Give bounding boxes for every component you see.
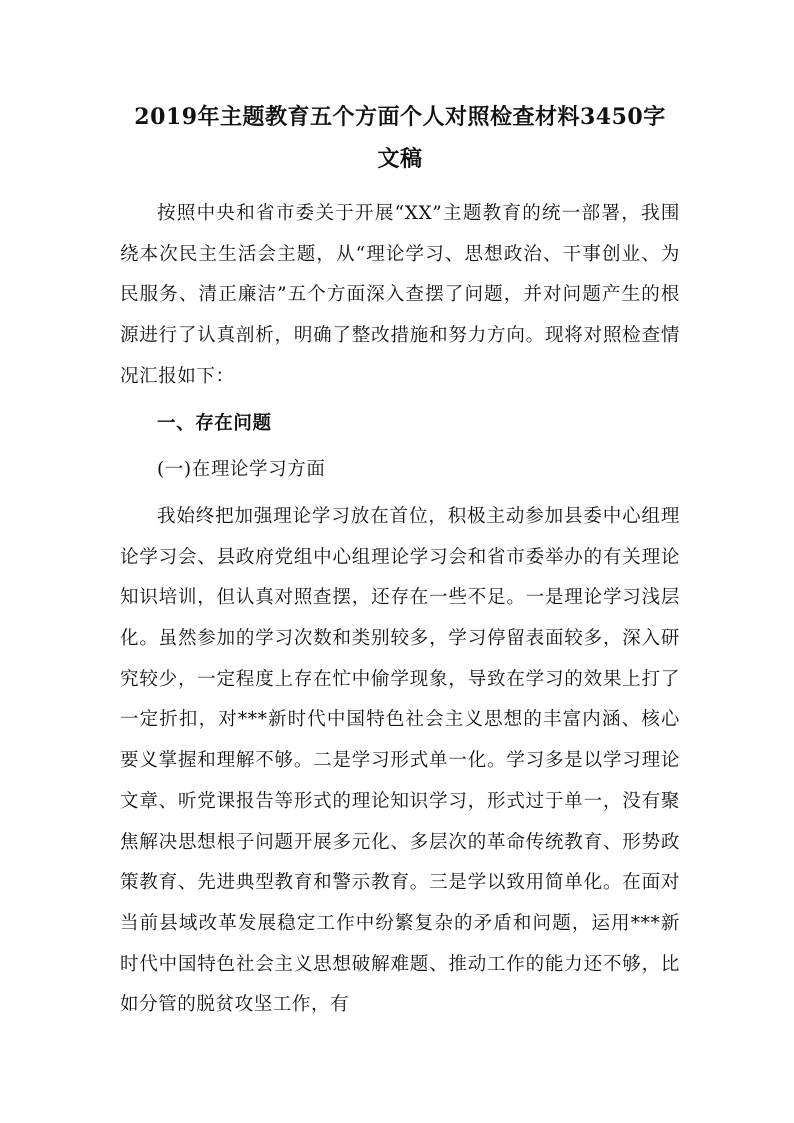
theory-study-paragraph: 我始终把加强理论学习放在首位，积极主动参加县委中心组理论学习会、县政府党组中心组理论学习会和省市委举办的有关理论知识培训，但认真对照查摆，还存在一些不足。一是理论学习浅层化。虽然参加的学习次数和类别较多，学习停留表面较多，深入研究较少，一定程度上存在忙中偷学现象，导致在学习的效果上打了一定折扣，对***新时代中国特色社会主义思想的丰富内涵、核心要义掌握和理解不够。二是学习形式单一化。学习多是以学习理论文章、听党课报告等形式的理论知识学习，形式过于单一，没有聚焦解决思想根子问题开展多元化、多层次的革命传统教育、形势政策教育、先进典型教育和警示教育。三是学以致用简单化。在面对当前县域改革发展稳定工作中纷繁复杂的矛盾和问题，运用***新时代中国特色社会主义思想破解难题、推动工作的能力还不够，比如分管的脱贫攻坚工作，有 [120, 505, 680, 1016]
section-heading-problems: 一、存在问题 [157, 412, 272, 434]
title-line-2: 文稿 [377, 146, 423, 172]
document-title [120, 96, 680, 180]
title-line-1: 2019年主题教育五个方面个人对照检查材料3450字 [134, 104, 666, 130]
document-page [120, 96, 680, 1026]
subsection-heading-theory-study: (一)在理论学习方面 [157, 459, 326, 481]
intro-paragraph: 按照中央和省市委关于开展“XX”主题教育的统一部署，我围绕本次民主生活会主题，从“理论学习、思想政治、干事创业、为民服务、清正廉洁”五个方面深入查摆了问题，并对问题产生的根源进行了认真剖析，明确了整改措施和努力方向。现将对照检查情况汇报如下： [120, 203, 680, 387]
